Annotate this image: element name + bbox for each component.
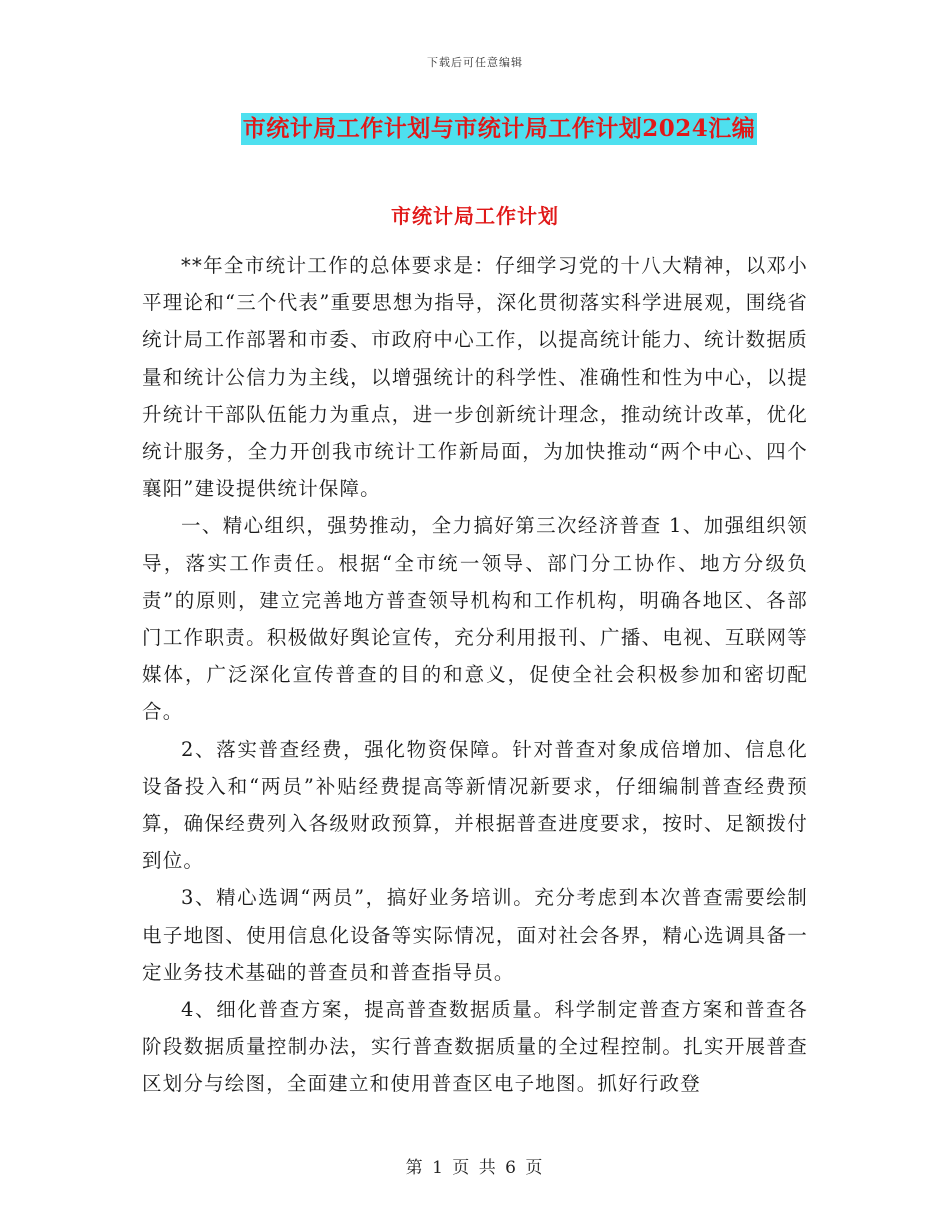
document-title: 市统计局工作计划与市统计局工作计划2024汇编 [241,113,758,145]
paragraph: **年全市统计工作的总体要求是：仔细学习党的十八大精神，以邓小平理论和“三个代表”重要思想为指导，深化贯彻落实科学进展观，围绕省统计局工作部署和市委、市政府中心工作，以提高统计能力、统计数据质量和统计公信力为主线，以增强统计的科学性、准确性和性为中心，以提升统计干部队伍能力为重点，进一步创新统计理念，推动统计改革，优化统计服务，全力开创我市统计工作新局面，为加快推动“两个中心、四个襄阳”建设提供统计保障。 [142,254,808,501]
paragraph: 一、精心组织，强势推动，全力搞好第三次经济普查 1、加强组织领导，落实工作责任。根据“全市统一领导、部门分工协作、地方分级负责”的原则，建立完善地方普查领导机构和工作机构，明确各地区、各部门工作职责。积极做好舆论宣传，充分利用报刊、广播、电视、互联网等媒体，广泛深化宣传普查的目的和意义，促使全社会积极参加和密切配合。 [142,514,808,724]
page-footer: 第 1 页 共 6 页 [405,1158,545,1178]
document-title-container [0,113,950,145]
paragraph: 3、精心选调“两员”，搞好业务培训。充分考虑到本次普查需要绘制电子地图、使用信息化设备等实际情况，面对社会各界，精心选调具备一定业务技术基础的普查员和普查指导员。 [142,886,808,984]
document-body [142,247,808,1103]
section-title: 市统计局工作计划 [391,204,559,228]
page-header: 下载后可任意编辑 [427,56,523,69]
paragraph: 2、落实普查经费，强化物资保障。针对普查对象成倍增加、信息化设备投入和“两员”补贴经费提高等新情况新要求，仔细编制普查经费预算，确保经费列入各级财政预算，并根据普查进度要求，按时、足额拨付到位。 [142,737,808,873]
paragraph: 4、细化普查方案，提高普查数据质量。科学制定普查方案和普查各阶段数据质量控制办法，实行普查数据质量的全过程控制。扎实开展普查区划分与绘图，全面建立和使用普查区电子地图。抓好行政登 [142,998,808,1096]
